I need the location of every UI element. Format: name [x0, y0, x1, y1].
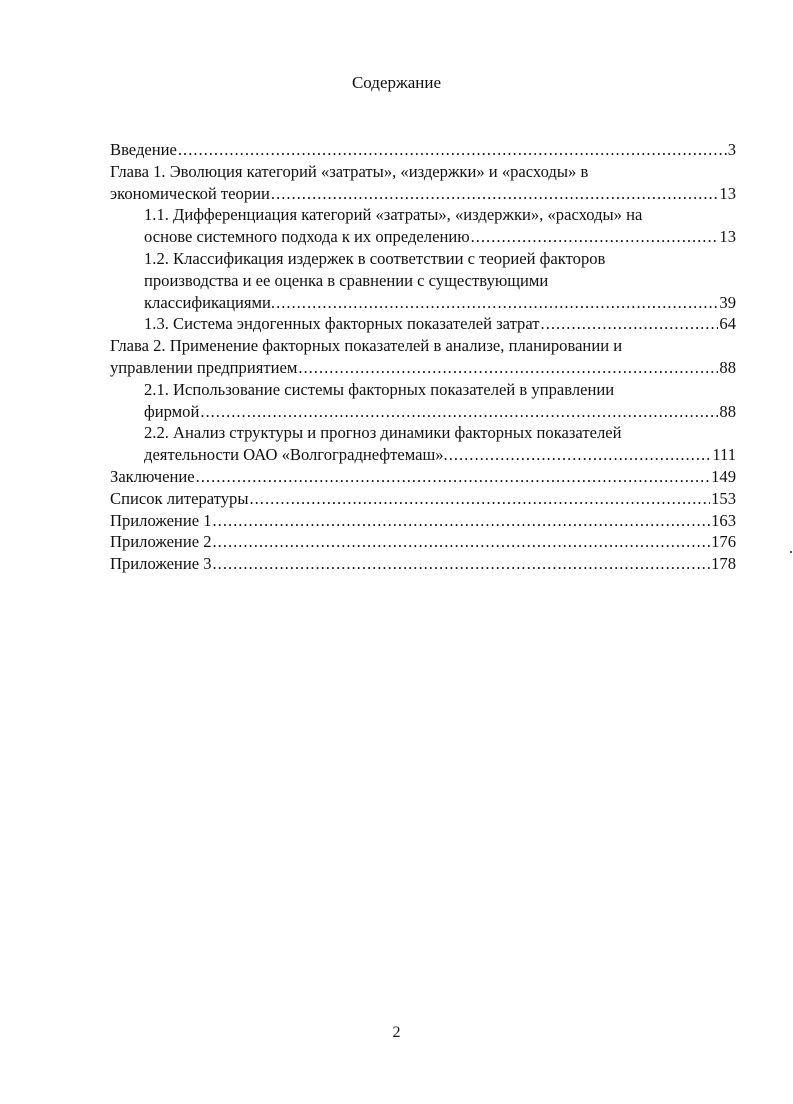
toc-entry-line: 2.1. Использование системы факторных показателей в управлении	[144, 379, 615, 399]
toc-entry-page: 163	[711, 510, 736, 530]
dot-leader	[196, 466, 710, 488]
scan-speck	[790, 551, 792, 553]
toc-entry-page: 178	[711, 554, 736, 574]
toc-entry	[110, 335, 736, 379]
toc-entry-last-line	[110, 510, 736, 532]
toc-entry-last-line	[110, 531, 736, 553]
dot-leader	[541, 313, 719, 335]
toc-entry-text: экономической теории	[110, 183, 270, 203]
toc-entry-line: 2.2. Анализ структуры и прогноз динамики факторных показателей	[144, 423, 622, 443]
toc-entry-page: 64	[719, 314, 736, 334]
toc-entry-line: 1.1. Дифференциация категорий «затраты», «издержки», «расходы» на	[144, 205, 643, 225]
toc-entry	[110, 248, 736, 313]
toc-entry-page: 13	[719, 227, 736, 247]
toc-entry-text: Введение	[110, 140, 177, 159]
toc-entry	[110, 488, 736, 510]
toc-entry-last-line	[144, 401, 736, 423]
dot-leader	[178, 139, 727, 161]
toc-entry	[110, 379, 736, 423]
toc-entry-last-line	[110, 183, 736, 205]
toc-entry-line: Глава 2. Применение факторных показателей в анализе, планировании и	[110, 336, 623, 356]
toc-entry-text: 1.3. Система эндогенных факторных показателей затрат	[144, 314, 540, 334]
toc-entry	[110, 510, 736, 532]
toc-entry	[110, 204, 736, 248]
toc-entry-line: производства и ее оценка в сравнении с существующими	[144, 270, 549, 290]
dot-leader	[449, 444, 712, 466]
toc-entry-text: управлении предприятием	[110, 357, 298, 377]
dot-leader	[276, 292, 718, 314]
dot-leader	[213, 510, 711, 532]
toc-entry-text: Приложение 3	[110, 554, 212, 574]
toc-entry-last-line	[110, 488, 736, 510]
toc-entry-text: Список литературы	[110, 488, 249, 508]
toc-entry-text: классификациями.	[144, 292, 276, 312]
toc-entry-page: 88	[719, 357, 736, 377]
toc-entry-last-line	[144, 292, 736, 314]
toc-entry	[110, 313, 736, 335]
toc-entry-page: 88	[719, 401, 736, 421]
toc-entry-text: Приложение 2	[110, 532, 212, 552]
dot-leader	[298, 357, 718, 379]
toc-entry-page: 39	[719, 292, 736, 312]
dot-leader	[271, 183, 719, 205]
toc-entry-page: 176	[711, 532, 736, 552]
toc-entry-text: Заключение	[110, 466, 195, 486]
toc-entry	[110, 531, 736, 553]
toc-entry-last-line	[144, 444, 736, 466]
toc-entry-last-line	[144, 313, 736, 335]
dot-leader	[200, 401, 718, 423]
toc-entry	[110, 139, 736, 161]
dot-leader	[213, 553, 711, 575]
toc-entry-last-line	[144, 226, 736, 248]
toc-entry-page: 149	[711, 466, 736, 486]
toc-entry-last-line	[110, 466, 736, 488]
toc-entry-page: 13	[719, 183, 736, 203]
dot-leader	[471, 226, 719, 248]
toc-entry-last-line	[110, 553, 736, 575]
table-of-contents	[110, 139, 736, 575]
toc-entry-last-line	[110, 139, 736, 161]
dot-leader	[250, 488, 711, 510]
toc-entry	[110, 422, 736, 466]
toc-entry-last-line	[110, 357, 736, 379]
page-title: Содержание	[351, 73, 442, 92]
toc-entry-page: 153	[711, 488, 736, 508]
dot-leader	[213, 531, 711, 553]
toc-entry-page: 111	[712, 445, 736, 465]
toc-entry-page: 3	[727, 140, 736, 159]
toc-entry-text: Приложение 1	[110, 510, 212, 530]
page-number: 2	[392, 1024, 401, 1041]
toc-entry-line: Глава 1. Эволюция категорий «затраты», «издержки» и «расходы» в	[110, 161, 589, 181]
toc-entry-text: фирмой	[144, 401, 200, 421]
toc-entry-text: деятельности ОАО «Волгограднефтемаш».	[144, 445, 448, 465]
toc-entry	[110, 466, 736, 488]
toc-entry	[110, 553, 736, 575]
toc-entry-line: 1.2. Классификация издержек в соответствии с теорией факторов	[144, 248, 606, 268]
toc-entry	[110, 161, 736, 205]
toc-entry-text: основе системного подхода к их определению	[144, 227, 470, 247]
